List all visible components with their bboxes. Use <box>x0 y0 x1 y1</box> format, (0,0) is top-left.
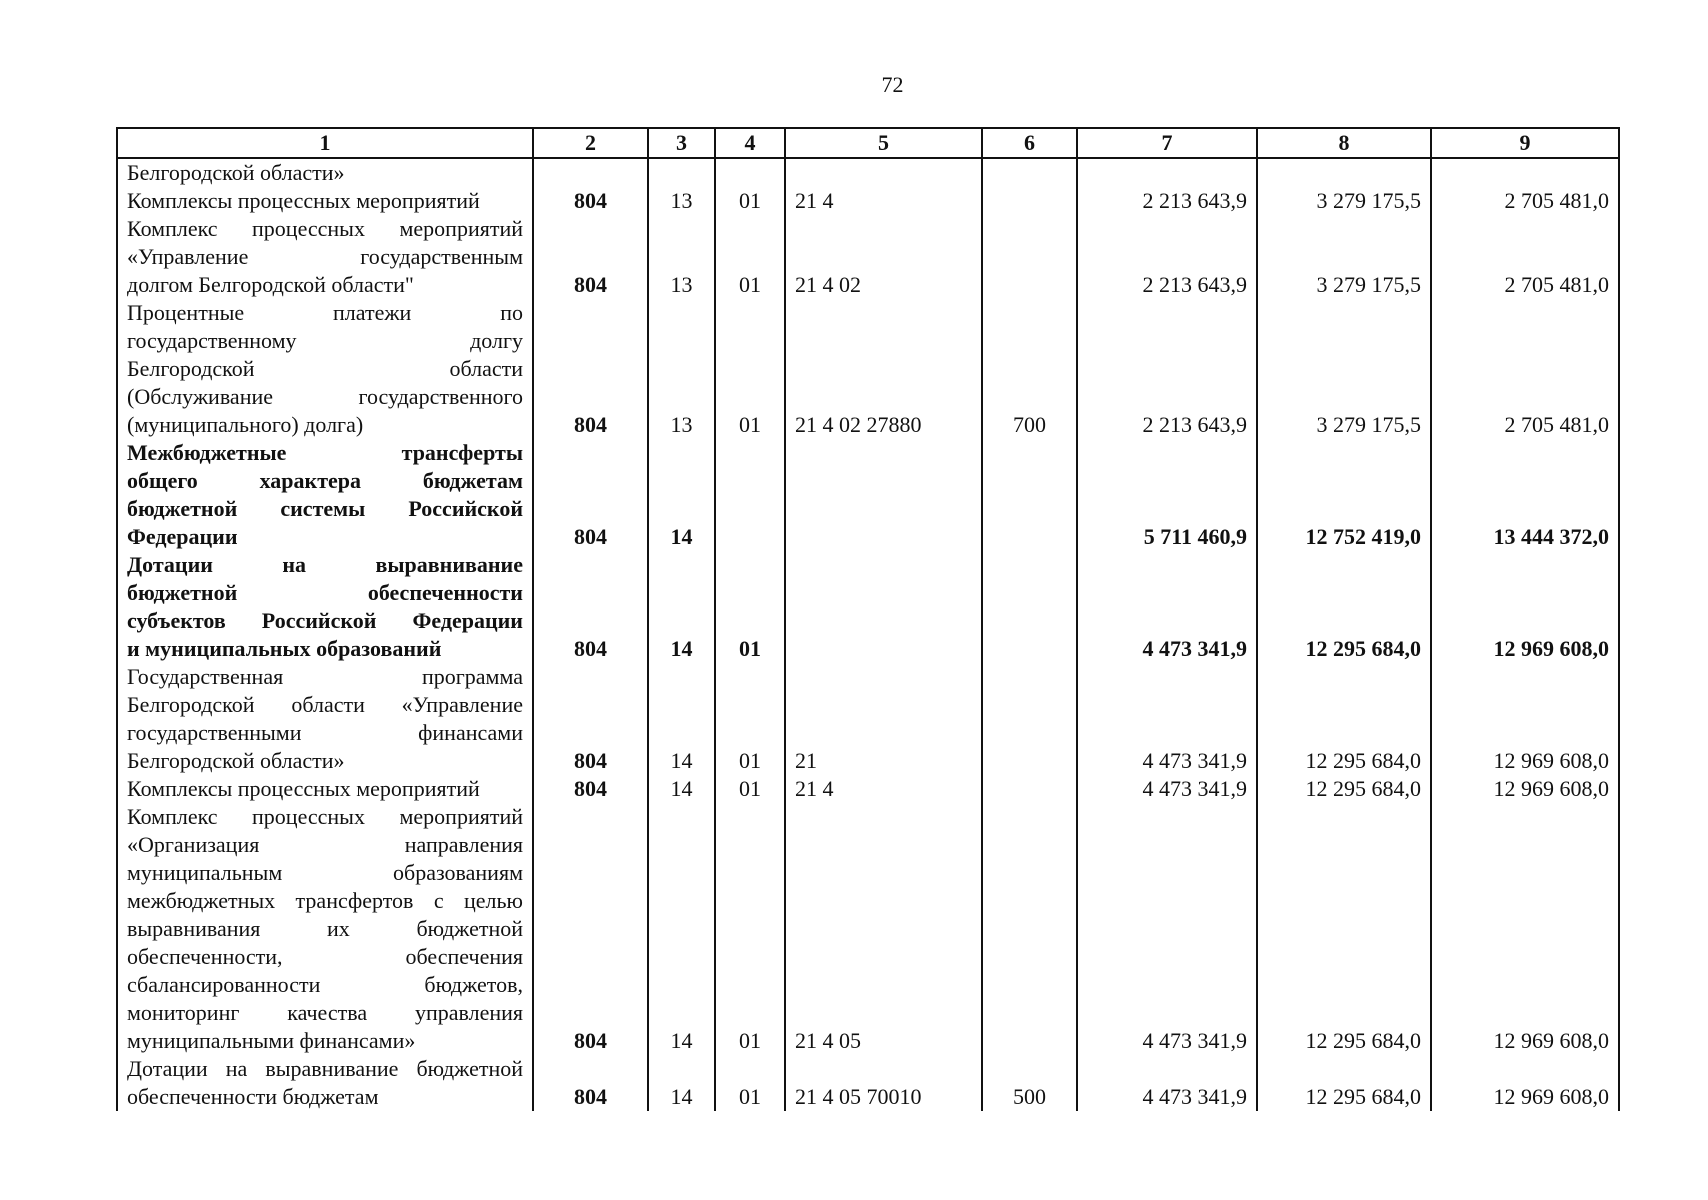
target-article-code <box>785 551 982 663</box>
amount-year-1: 4 473 341,9 <box>1077 775 1257 803</box>
description-line: бюджетной обеспеченности <box>127 580 523 605</box>
amount-year-1: 4 473 341,9 <box>1077 1055 1257 1111</box>
article-code: 01 <box>715 1055 785 1111</box>
description-line: государственными финансами <box>127 720 523 745</box>
description-line: выравнивания их бюджетной <box>127 916 523 941</box>
subsection-code: 13 <box>648 299 715 439</box>
subsection-code <box>648 158 715 187</box>
amount-year-3: 2 705 481,0 <box>1431 299 1619 439</box>
table-row <box>117 158 1619 187</box>
target-article-code <box>785 158 982 187</box>
description-line: бюджетной системы Российской <box>127 496 523 521</box>
amount-year-2 <box>1257 158 1431 187</box>
amount-year-3: 12 969 608,0 <box>1431 1055 1619 1111</box>
section-code: 804 <box>533 439 648 551</box>
amount-year-3: 12 969 608,0 <box>1431 775 1619 803</box>
amount-year-1: 2 213 643,9 <box>1077 187 1257 215</box>
amount-year-3: 2 705 481,0 <box>1431 187 1619 215</box>
table-row <box>117 551 1619 663</box>
page-number: 72 <box>881 72 904 97</box>
target-article-code: 21 <box>785 663 982 775</box>
amount-year-2: 3 279 175,5 <box>1257 187 1431 215</box>
subsection-code: 14 <box>648 663 715 775</box>
description-line: долгом Белгородской области" <box>127 272 414 297</box>
description-line: (муниципального) долга) <box>127 412 364 437</box>
description-line: и муниципальных образований <box>127 636 442 661</box>
amount-year-3: 2 705 481,0 <box>1431 215 1619 299</box>
description-line: (Обслуживание государственного <box>127 384 523 409</box>
amount-year-2: 12 295 684,0 <box>1257 803 1431 1055</box>
subsection-code: 14 <box>648 439 715 551</box>
column-header: 1 <box>117 128 533 158</box>
description-line: сбалансированности бюджетов, <box>127 972 523 997</box>
amount-year-1: 2 213 643,9 <box>1077 215 1257 299</box>
row-description <box>117 439 533 551</box>
row-description <box>117 803 533 1055</box>
section-code: 804 <box>533 803 648 1055</box>
description-line: общего характера бюджетам <box>127 468 523 493</box>
description-line: Дотации на выравнивание <box>127 552 523 577</box>
row-description <box>117 1055 533 1111</box>
subsection-code: 14 <box>648 551 715 663</box>
column-header: 6 <box>982 128 1077 158</box>
target-article-code: 21 4 05 <box>785 803 982 1055</box>
subsection-code: 13 <box>648 187 715 215</box>
column-header: 2 <box>533 128 648 158</box>
amount-year-2: 3 279 175,5 <box>1257 299 1431 439</box>
column-header: 5 <box>785 128 982 158</box>
description-line: Комплексы процессных мероприятий <box>127 188 480 213</box>
section-code <box>533 158 648 187</box>
row-description <box>117 158 533 187</box>
column-header: 4 <box>715 128 785 158</box>
table-row <box>117 663 1619 775</box>
amount-year-2: 12 295 684,0 <box>1257 1055 1431 1111</box>
amount-year-2: 12 295 684,0 <box>1257 663 1431 775</box>
expense-type-code: 500 <box>982 1055 1077 1111</box>
amount-year-2: 12 752 419,0 <box>1257 439 1431 551</box>
budget-table <box>116 127 1620 1111</box>
section-code: 804 <box>533 775 648 803</box>
description-line: Межбюджетные трансферты <box>127 440 523 465</box>
article-code: 01 <box>715 187 785 215</box>
description-line: муниципальным образованиям <box>127 860 523 885</box>
article-code <box>715 158 785 187</box>
description-line: Федерации <box>127 524 238 549</box>
table-row <box>117 1055 1619 1111</box>
description-line: «Организация направления <box>127 832 523 857</box>
table-row <box>117 775 1619 803</box>
column-header: 9 <box>1431 128 1619 158</box>
amount-year-3: 12 969 608,0 <box>1431 551 1619 663</box>
description-line: Дотации на выравнивание бюджетной <box>127 1056 523 1081</box>
description-line: межбюджетных трансфертов с целью <box>127 888 523 913</box>
column-header: 8 <box>1257 128 1431 158</box>
expense-type-code <box>982 187 1077 215</box>
description-line: Белгородской области «Управление <box>127 692 523 717</box>
expense-type-code: 700 <box>982 299 1077 439</box>
target-article-code: 21 4 <box>785 187 982 215</box>
target-article-code: 21 4 05 70010 <box>785 1055 982 1111</box>
subsection-code: 14 <box>648 1055 715 1111</box>
description-line: Государственная программа <box>127 664 523 689</box>
expense-type-code <box>982 663 1077 775</box>
amount-year-2: 12 295 684,0 <box>1257 775 1431 803</box>
amount-year-3: 13 444 372,0 <box>1431 439 1619 551</box>
article-code: 01 <box>715 299 785 439</box>
section-code: 804 <box>533 299 648 439</box>
section-code: 804 <box>533 187 648 215</box>
amount-year-1: 5 711 460,9 <box>1077 439 1257 551</box>
table-row <box>117 187 1619 215</box>
expense-type-code <box>982 439 1077 551</box>
description-line: Процентные платежи по <box>127 300 523 325</box>
amount-year-3 <box>1431 158 1619 187</box>
subsection-code: 13 <box>648 215 715 299</box>
expense-type-code <box>982 158 1077 187</box>
amount-year-3: 12 969 608,0 <box>1431 803 1619 1055</box>
expense-type-code <box>982 215 1077 299</box>
description-line: муниципальными финансами» <box>127 1028 416 1053</box>
description-line: Комплекс процессных мероприятий <box>127 804 523 829</box>
row-description <box>117 215 533 299</box>
table-row <box>117 299 1619 439</box>
subsection-code: 14 <box>648 775 715 803</box>
expense-type-code <box>982 551 1077 663</box>
amount-year-1: 4 473 341,9 <box>1077 803 1257 1055</box>
article-code: 01 <box>715 663 785 775</box>
amount-year-2: 3 279 175,5 <box>1257 215 1431 299</box>
target-article-code: 21 4 02 <box>785 215 982 299</box>
section-code: 804 <box>533 551 648 663</box>
description-line: государственному долгу <box>127 328 523 353</box>
section-code: 804 <box>533 663 648 775</box>
amount-year-2: 12 295 684,0 <box>1257 551 1431 663</box>
article-code <box>715 439 785 551</box>
row-description <box>117 775 533 803</box>
section-code: 804 <box>533 215 648 299</box>
target-article-code: 21 4 02 27880 <box>785 299 982 439</box>
subsection-code: 14 <box>648 803 715 1055</box>
table-row <box>117 439 1619 551</box>
description-line: «Управление государственным <box>127 244 523 269</box>
amount-year-3: 12 969 608,0 <box>1431 663 1619 775</box>
row-description <box>117 663 533 775</box>
description-line: субъектов Российской Федерации <box>127 608 523 633</box>
row-description <box>117 299 533 439</box>
article-code: 01 <box>715 775 785 803</box>
target-article-code <box>785 439 982 551</box>
article-code: 01 <box>715 551 785 663</box>
description-line: обеспеченности бюджетам <box>127 1084 379 1109</box>
description-line: Белгородской области» <box>127 160 345 185</box>
amount-year-1: 4 473 341,9 <box>1077 663 1257 775</box>
table-body <box>117 158 1619 1111</box>
amount-year-1: 4 473 341,9 <box>1077 551 1257 663</box>
description-line: Комплексы процессных мероприятий <box>127 776 480 801</box>
article-code: 01 <box>715 215 785 299</box>
article-code: 01 <box>715 803 785 1055</box>
expense-type-code <box>982 775 1077 803</box>
row-description <box>117 187 533 215</box>
section-code: 804 <box>533 1055 648 1111</box>
row-description <box>117 551 533 663</box>
description-line: Белгородской области» <box>127 748 345 773</box>
column-header: 3 <box>648 128 715 158</box>
description-line: обеспеченности, обеспечения <box>127 944 523 969</box>
expense-type-code <box>982 803 1077 1055</box>
amount-year-1: 2 213 643,9 <box>1077 299 1257 439</box>
table-row <box>117 803 1619 1055</box>
description-line: Комплекс процессных мероприятий <box>127 216 523 241</box>
target-article-code: 21 4 <box>785 775 982 803</box>
column-header: 7 <box>1077 128 1257 158</box>
table-row <box>117 215 1619 299</box>
description-line: мониторинг качества управления <box>127 1000 523 1025</box>
description-line: Белгородской области <box>127 356 523 381</box>
amount-year-1 <box>1077 158 1257 187</box>
table-header-row <box>117 128 1619 158</box>
